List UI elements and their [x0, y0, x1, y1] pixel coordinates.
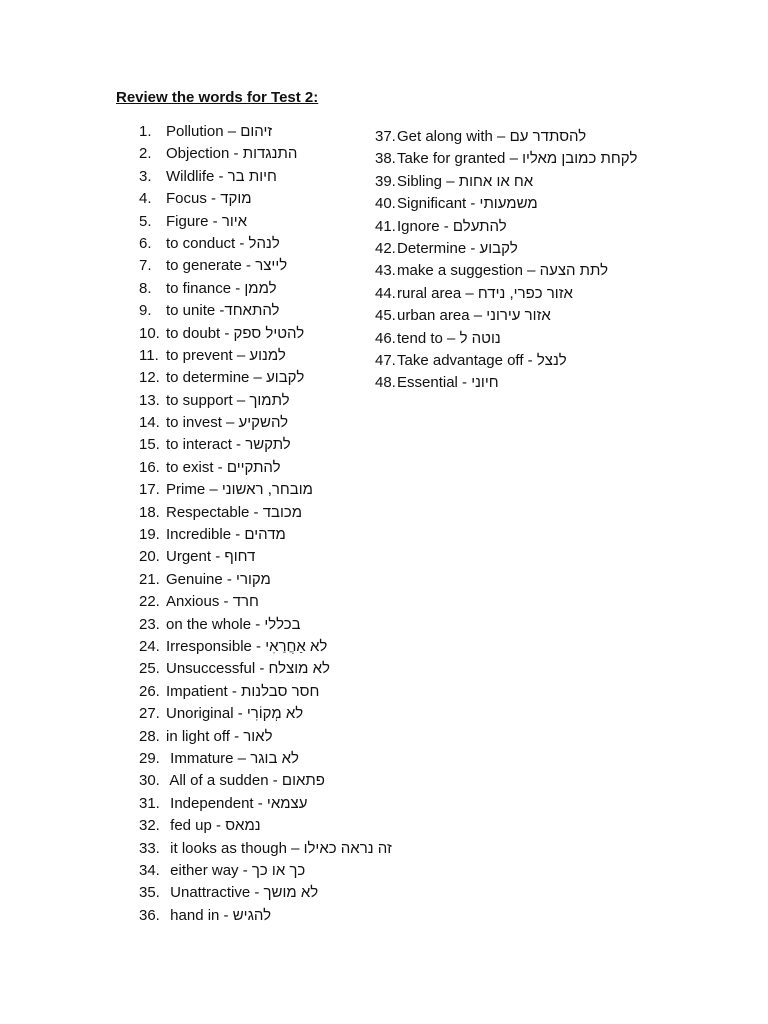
- item-text: Sibling – אח או אחות: [397, 172, 534, 190]
- item-number: 45.: [375, 307, 396, 325]
- item-text: to determine – לקבוע: [166, 369, 305, 387]
- vocabulary-item: [139, 726, 392, 748]
- vocabulary-list-left: [139, 121, 392, 927]
- vocabulary-item: [139, 905, 392, 927]
- vocabulary-item: [139, 390, 392, 412]
- vocabulary-item: [375, 260, 637, 282]
- vocabulary-item: [139, 569, 392, 591]
- item-text: rural area – אזור כפרי, נידח: [397, 284, 573, 302]
- item-number: 44.: [375, 284, 396, 302]
- item-number: 3.: [139, 167, 152, 185]
- vocabulary-item: [139, 748, 392, 770]
- vocabulary-item: [139, 882, 392, 904]
- vocabulary-item: [139, 434, 392, 456]
- item-number: 31.: [139, 794, 160, 812]
- item-text: to generate - לייצר: [166, 257, 288, 275]
- item-number: 39.: [375, 172, 396, 190]
- item-number: 29.: [139, 749, 160, 767]
- item-number: 18.: [139, 503, 160, 521]
- item-text: to support – לתמוך: [166, 391, 290, 409]
- vocabulary-item: [375, 372, 637, 394]
- item-text: in light off - לאור: [166, 727, 273, 745]
- item-text: Objection - התנגדות: [166, 145, 298, 163]
- item-number: 14.: [139, 414, 160, 432]
- item-number: 48.: [375, 374, 396, 392]
- item-number: 9.: [139, 302, 152, 320]
- vocabulary-item: [139, 255, 392, 277]
- item-number: 40.: [375, 195, 396, 213]
- item-text: Incredible - מדהים: [166, 526, 286, 544]
- vocabulary-item: [139, 412, 392, 434]
- item-text: to finance - לממן: [166, 279, 277, 297]
- item-text: Figure - איור: [166, 212, 248, 230]
- item-text: Prime – מובחר, ראשוני: [166, 481, 313, 499]
- item-text: Respectable - מכובד: [166, 503, 303, 521]
- item-number: 20.: [139, 548, 160, 566]
- item-text: hand in - להגיש: [166, 906, 272, 924]
- item-text: urban area – אזור עירוני: [397, 307, 551, 325]
- item-number: 30.: [139, 772, 160, 790]
- item-text: it looks as though – זה נראה כאילו: [166, 839, 392, 857]
- item-number: 11.: [139, 346, 159, 364]
- item-number: 35.: [139, 884, 160, 902]
- item-text: Unsuccessful - לא מוצלח: [166, 660, 330, 678]
- item-text: to unite -להתאחד: [166, 302, 280, 320]
- vocabulary-item: [139, 681, 392, 703]
- item-text: Focus - מוקד: [166, 190, 252, 208]
- vocabulary-item: [139, 815, 392, 837]
- item-text: Independent - עצמאי: [166, 794, 308, 812]
- vocabulary-item: [139, 345, 392, 367]
- item-text: Anxious - חרד: [166, 593, 259, 611]
- item-text: fed up - נמאס: [166, 817, 261, 835]
- item-text: Essential - חיוני: [397, 374, 499, 392]
- item-text: All of a sudden - פתאום: [166, 772, 325, 790]
- vocabulary-item: [139, 188, 392, 210]
- item-number: 10.: [139, 324, 160, 342]
- vocabulary-item: [139, 838, 392, 860]
- item-text: Take for granted – לקחת כמובן מאליו: [397, 150, 638, 168]
- vocabulary-item: [375, 350, 637, 372]
- item-number: 4.: [139, 190, 152, 208]
- vocabulary-item: [139, 479, 392, 501]
- vocabulary-item: [375, 238, 637, 260]
- item-text: on the whole - בכללי: [166, 615, 301, 633]
- item-text: Get along with – להסתדר עם: [397, 128, 587, 145]
- item-number: 7.: [139, 257, 152, 275]
- vocabulary-item: [139, 658, 392, 680]
- vocabulary-item: [139, 614, 392, 636]
- vocabulary-item: [139, 121, 392, 143]
- vocabulary-item: [139, 211, 392, 233]
- item-number: 24.: [139, 637, 160, 655]
- item-number: 17.: [139, 481, 160, 499]
- vocabulary-item: [139, 770, 392, 792]
- vocabulary-item: [139, 457, 392, 479]
- item-number: 15.: [139, 436, 160, 454]
- vocabulary-item: [375, 193, 637, 215]
- item-number: 19.: [139, 526, 160, 544]
- vocabulary-item: [375, 171, 637, 193]
- vocabulary-item: [375, 148, 637, 170]
- vocabulary-item: [139, 166, 392, 188]
- vocabulary-item: [139, 233, 392, 255]
- vocabulary-item: [375, 283, 637, 305]
- item-text: tend to – נוטה ל: [397, 329, 501, 347]
- item-number: 41.: [375, 217, 396, 235]
- vocabulary-item: [139, 300, 392, 322]
- item-text: to prevent – למנוע: [166, 346, 286, 364]
- vocabulary-item: [375, 126, 637, 148]
- item-number: 16.: [139, 458, 160, 476]
- vocabulary-item: [139, 636, 392, 658]
- item-text: Impatient - חסר סבלנות: [166, 682, 320, 700]
- vocabulary-item: [139, 323, 392, 345]
- vocabulary-item: [139, 793, 392, 815]
- item-number: 33.: [139, 839, 160, 857]
- item-number: 36.: [139, 906, 160, 924]
- item-text: Ignore - להתעלם: [397, 217, 507, 235]
- item-text: Urgent - דחוף: [166, 548, 256, 566]
- item-text: Pollution – זיהום: [166, 123, 273, 140]
- item-text: Significant - משמעותי: [397, 195, 538, 213]
- vocabulary-item: [139, 546, 392, 568]
- vocabulary-item: [375, 305, 637, 327]
- item-text: Determine - לקבוע: [397, 239, 518, 257]
- item-number: 27.: [139, 705, 160, 723]
- item-text: to conduct - לנהל: [166, 234, 280, 252]
- item-text: Unoriginal - לא מְקוֹרִי: [166, 705, 304, 723]
- item-number: 6.: [139, 234, 152, 252]
- item-text: Unattractive - לא מושך: [166, 884, 319, 902]
- vocabulary-item: [139, 591, 392, 613]
- item-text: to doubt - להטיל ספק: [166, 324, 305, 342]
- item-number: 23.: [139, 615, 160, 633]
- vocabulary-item: [375, 216, 637, 238]
- item-text: to exist - להתקיים: [166, 458, 281, 476]
- item-text: Irresponsible - לא אַחֲרַאִי: [166, 637, 328, 655]
- item-number: 26.: [139, 682, 160, 700]
- item-number: 21.: [139, 570, 160, 588]
- vocabulary-item: [139, 278, 392, 300]
- item-number: 1.: [139, 123, 152, 140]
- vocabulary-item: [139, 367, 392, 389]
- item-number: 42.: [375, 239, 396, 257]
- item-text: Wildlife - חיות בר: [166, 167, 277, 185]
- page-title: Review the words for Test 2:: [116, 89, 319, 106]
- item-number: 32.: [139, 817, 160, 835]
- vocabulary-item: [139, 860, 392, 882]
- item-number: 34.: [139, 861, 160, 879]
- item-text: to invest – להשקיע: [166, 414, 289, 432]
- item-text: Genuine - מקורי: [166, 570, 271, 588]
- item-number: 13.: [139, 391, 160, 409]
- vocabulary-item: [375, 328, 637, 350]
- item-text: to interact - לתקשר: [166, 436, 291, 454]
- item-text: Take advantage off - לנצל: [397, 351, 567, 369]
- item-text: Immature – לא בוגר: [166, 749, 299, 767]
- vocabulary-list-right: [375, 126, 637, 395]
- vocabulary-item: [139, 502, 392, 524]
- item-number: 46.: [375, 329, 396, 347]
- item-number: 5.: [139, 212, 152, 230]
- item-number: 43.: [375, 262, 396, 280]
- item-number: 37.: [375, 128, 396, 145]
- item-number: 8.: [139, 279, 152, 297]
- item-number: 47.: [375, 351, 396, 369]
- vocabulary-item: [139, 703, 392, 725]
- item-text: make a suggestion – לתת הצעה: [397, 262, 609, 280]
- item-text: either way - כך או כך: [166, 861, 306, 879]
- item-number: 22.: [139, 593, 160, 611]
- item-number: 12.: [139, 369, 160, 387]
- item-number: 38.: [375, 150, 396, 168]
- item-number: 25.: [139, 660, 160, 678]
- item-number: 28.: [139, 727, 160, 745]
- vocabulary-item: [139, 524, 392, 546]
- item-number: 2.: [139, 145, 152, 163]
- vocabulary-item: [139, 143, 392, 165]
